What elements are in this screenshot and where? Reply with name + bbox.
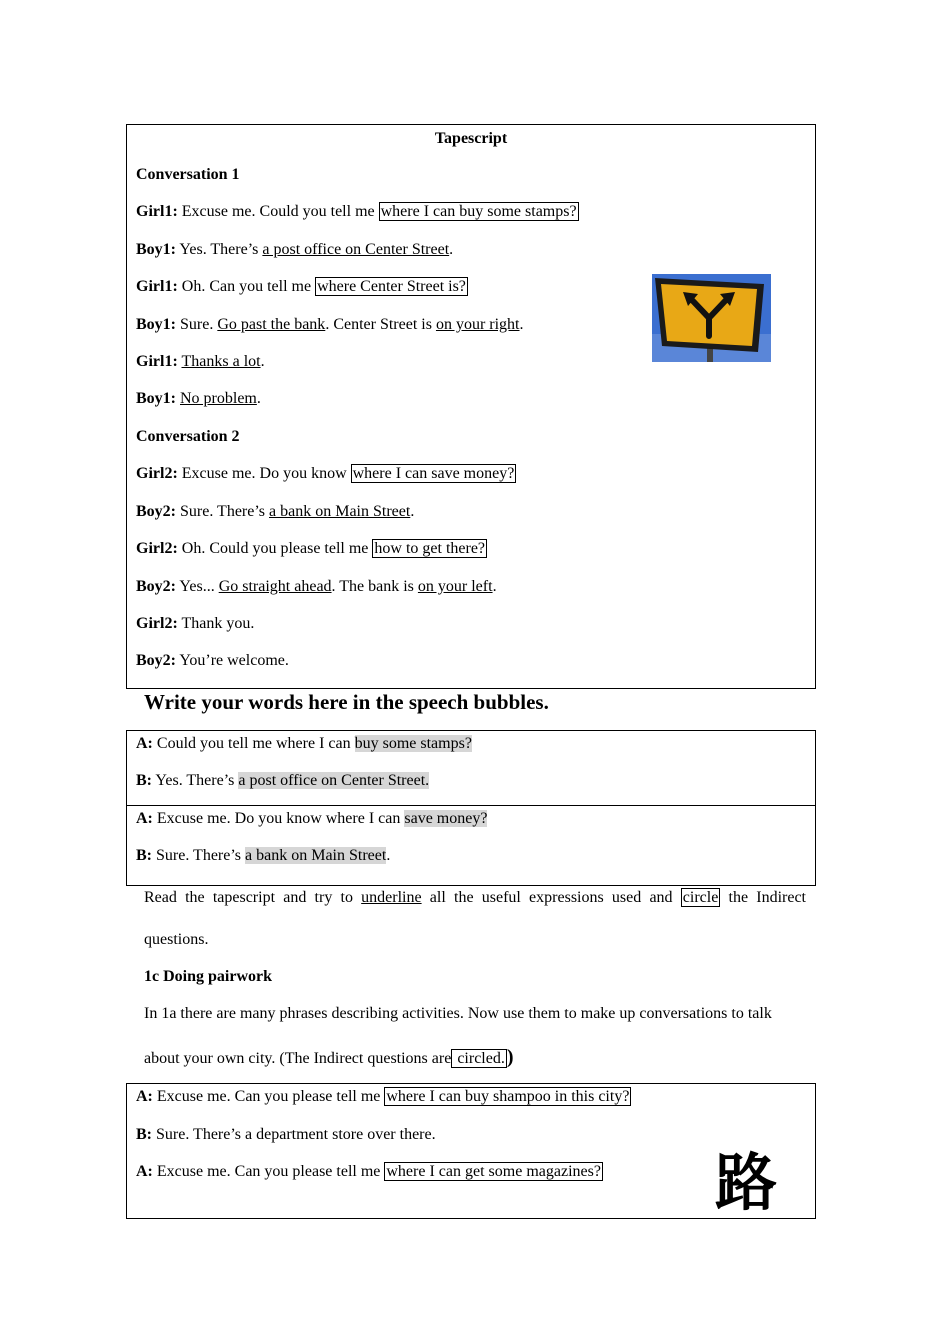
speaker-label: Boy1: [136,390,176,407]
dialogue-line: Boy1: Yes. There’s a post office on Center Street. [136,241,454,258]
circled-question: where Center Street is? [317,278,466,295]
highlighted-answer: buy some stamps? [354,735,472,752]
bubble-line: B: Yes. There’s a post office on Center Street. [136,772,430,789]
speaker-label: Girl1: [136,203,178,220]
section-heading: 1c Doing pairwork [144,968,272,985]
dialogue-line: Boy2: You’re welcome. [136,652,289,669]
circled-question: where I can save money? [352,465,515,482]
pairwork-line: B: Sure. There’s a department store over there. [136,1126,436,1143]
highlighted-answer: a bank on Main Street [245,847,387,864]
underlined-expression: a post office on Center Street [262,241,450,258]
speaker-label: A: [136,1088,153,1105]
bubble-line: B: Sure. There’s a bank on Main Street. [136,847,391,864]
speech-bubbles-box [126,730,816,886]
speaker-label: Girl2: [136,465,178,482]
speaker-label: Girl2: [136,615,178,632]
underlined-expression: Go straight ahead [218,578,332,595]
underline-word: underline [361,889,422,906]
underlined-expression: on your left [417,578,493,595]
speaker-label: A: [136,1163,153,1180]
speaker-label: Boy1: [136,241,176,258]
circle-word: circled. [453,1050,505,1067]
circled-question: where I can get some magazines? [386,1163,601,1180]
speaker-label: Boy2: [136,503,176,520]
speaker-label: B: [136,1126,152,1143]
tapescript-box [126,124,816,689]
dialogue-line: Boy2: Yes... Go straight ahead. The bank is on your left. [136,578,497,595]
speaker-label: B: [136,772,152,789]
highlighted-answer: a post office on Center Street. [238,772,430,789]
bubble-divider [127,805,815,806]
dialogue-line: Girl1: Excuse me. Could you tell me where I can buy some stamps? [136,203,577,220]
dialogue-line: Girl2: Excuse me. Do you know where I can save money? [136,465,515,482]
dialogue-line: Girl1: Thanks a lot. [136,353,265,370]
circled-question: how to get there? [374,540,486,557]
underlined-expression: No problem [180,390,257,407]
circled-question: where I can buy shampoo in this city? [386,1088,630,1105]
dialogue-line: Girl2: Oh. Could you please tell me how to get there? [136,540,486,557]
underlined-expression: a bank on Main Street [269,503,411,520]
direction-sign-icon [652,274,771,362]
instruction-line: questions. [144,931,209,948]
instruction-paragraph: Read the tapescript and try to underline all the useful expressions used and circle the Indirect [144,889,807,906]
speaker-label: B: [136,847,152,864]
dialogue-line: Girl1: Oh. Can you tell me where Center Street is? [136,278,466,295]
pairwork-line: A: Excuse me. Can you please tell me where I can get some magazines? [136,1163,601,1180]
speaker-label: Boy2: [136,652,176,669]
dialogue-line: Boy1: No problem. [136,390,261,407]
road-character-image [706,1148,786,1214]
underlined-expression: Thanks a lot [181,353,261,370]
pairwork-instruction: In 1a there are many phrases describing activities. Now use them to make up conversations to talk [144,1005,772,1022]
speaker-label: Girl1: [136,353,178,370]
tapescript-title: Tapescript [434,130,508,147]
pairwork-line: A: Excuse me. Can you please tell me where I can buy shampoo in this city? [136,1088,630,1105]
pairwork-instruction: about your own city. (The Indirect questions are circled. ) [144,1046,514,1068]
dialogue-line: Boy2: Sure. There’s a bank on Main Street. [136,503,415,520]
dialogue-line: Girl2: Thank you. [136,615,255,632]
speaker-label: Girl1: [136,278,178,295]
conversation-1-heading: Conversation 1 [136,166,240,183]
speaker-label: Boy1: [136,316,176,333]
speaker-label: Girl2: [136,540,178,557]
dialogue-line: Boy1: Sure. Go past the bank. Center Street is on your right. [136,316,524,333]
road-character: 路 [714,1148,778,1214]
circle-word: circle [682,889,719,906]
highlighted-answer: save money? [404,810,488,827]
speaker-label: A: [136,735,153,752]
bubble-line: A: Could you tell me where I can buy some stamps? [136,735,472,752]
underlined-expression: on your right [435,316,520,333]
speaker-label: Boy2: [136,578,176,595]
bubble-line: A: Excuse me. Do you know where I can save money? [136,810,488,827]
conversation-2-heading: Conversation 2 [136,428,240,445]
circled-question: where I can buy some stamps? [380,203,577,220]
speaker-label: A: [136,810,153,827]
bubbles-title: Write your words here in the speech bubbles. [144,690,549,714]
underlined-expression: Go past the bank [217,316,326,333]
